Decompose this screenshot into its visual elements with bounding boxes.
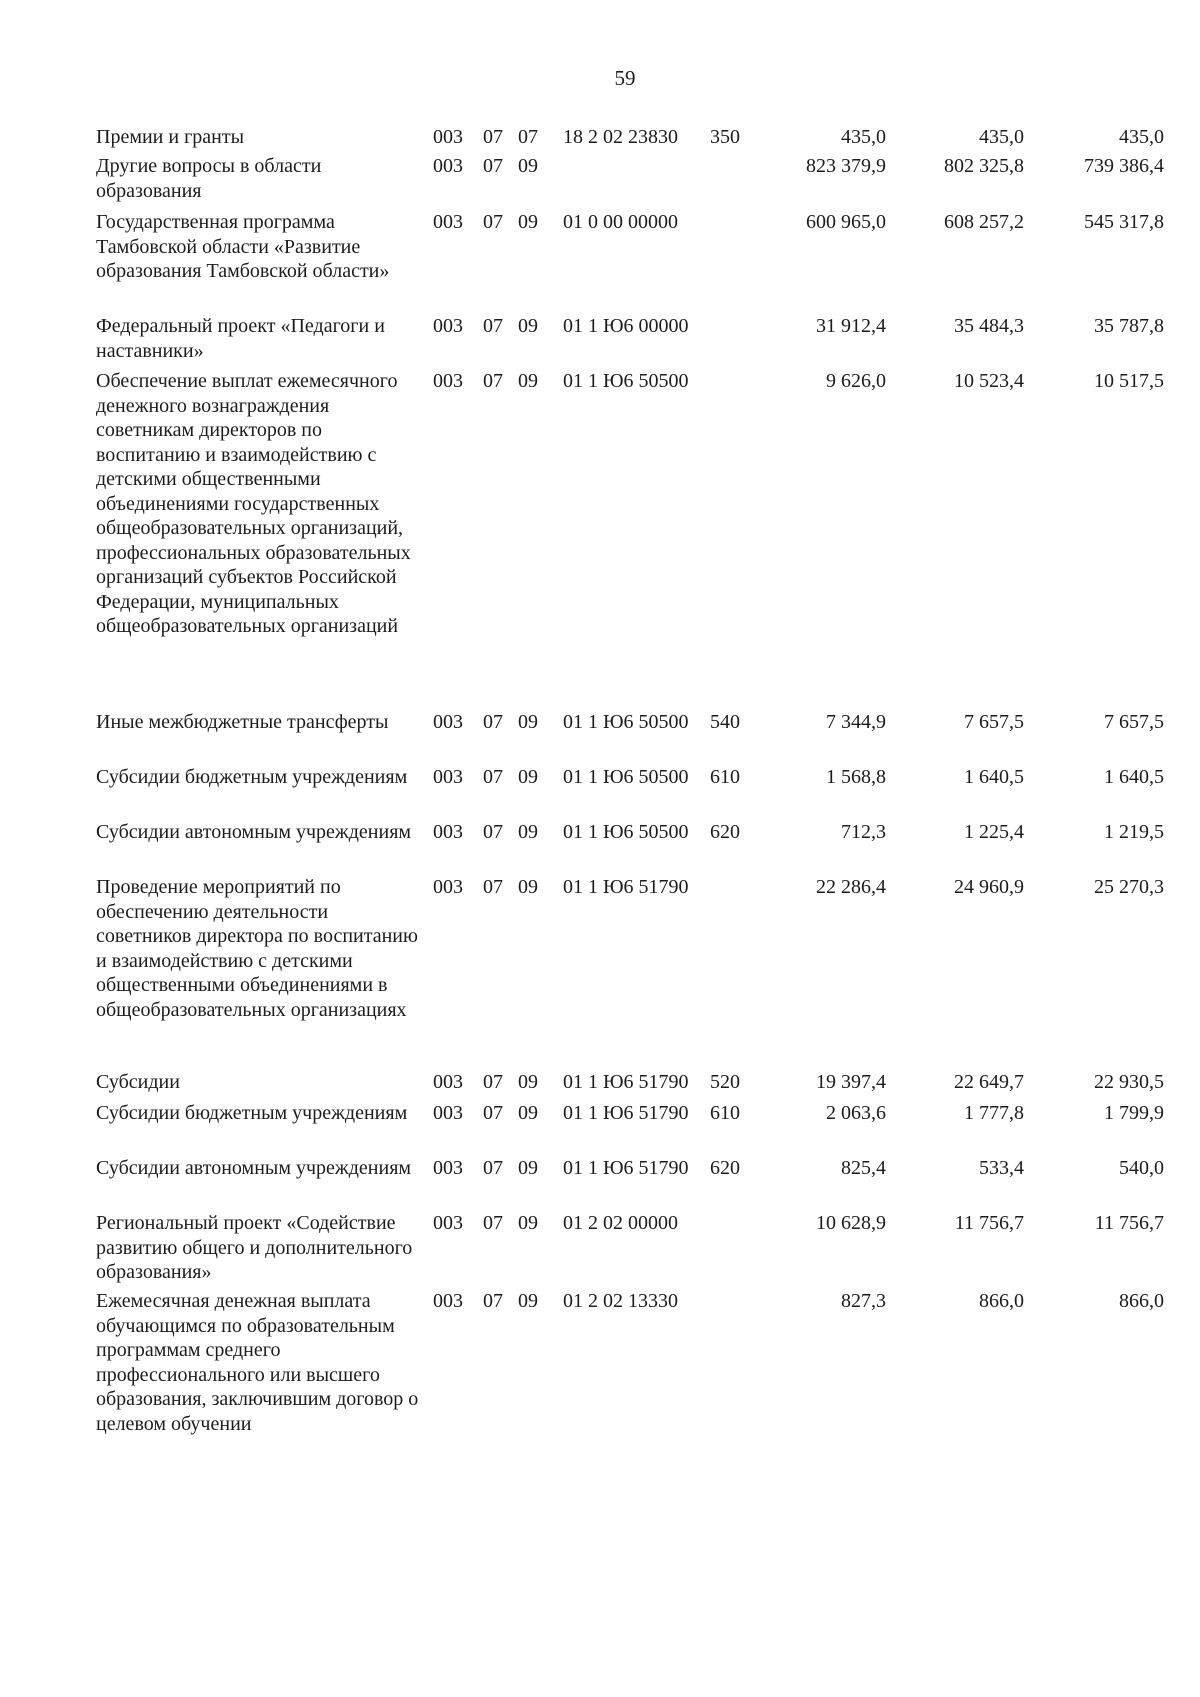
row-name: Обеспечение выплат ежемесячного денежного вознаграждения советникам директоров по воспитанию и взаимодействию с детскими общественными объединениями государственных общеобразовательных организаций, профессиональных образовательных организаций субъектов Российской Федерации, муниципальных общеобразовательных организаций: [96, 370, 411, 637]
ministry-code: 003: [433, 155, 463, 177]
amount-year-2: 11 756,7: [954, 1212, 1024, 1234]
amount-year-2: 802 325,8: [944, 155, 1024, 177]
section-code: 07: [483, 876, 503, 898]
subsection-code: 09: [518, 1290, 538, 1312]
subsection-code: 09: [518, 370, 538, 392]
amount-year-2: 866,0: [979, 1290, 1024, 1312]
target-article-code: 01 1 Ю6 50500: [563, 821, 689, 843]
target-article-code: 18 2 02 23830: [563, 126, 678, 148]
amount-year-2: 608 257,2: [944, 211, 1024, 233]
ministry-code: 003: [433, 711, 463, 733]
target-article-code: 01 1 Ю6 51790: [563, 876, 689, 898]
section-code: 07: [483, 1212, 503, 1234]
subsection-code: 09: [518, 155, 538, 177]
row-name: Субсидии бюджетным учреждениям: [96, 766, 408, 788]
row-name: Субсидии: [96, 1071, 180, 1093]
amount-year-3: 739 386,4: [1084, 155, 1164, 177]
amount-year-2: 1 225,4: [964, 821, 1024, 843]
table-row: [0, 1101, 1200, 1126]
target-article-code: 01 1 Ю6 51790: [563, 1157, 689, 1179]
expense-type-code: 610: [710, 766, 740, 788]
amount-year-3: 1 219,5: [1104, 821, 1164, 843]
table-row: [0, 369, 1200, 639]
amount-year-2: 22 649,7: [954, 1071, 1024, 1093]
amount-year-3: 545 317,8: [1084, 211, 1164, 233]
section-code: 07: [483, 821, 503, 843]
target-article-code: 01 1 Ю6 50500: [563, 766, 689, 788]
amount-year-3: 1 640,5: [1104, 766, 1164, 788]
amount-year-2: 435,0: [979, 126, 1024, 148]
row-name: Иные межбюджетные трансферты: [96, 711, 389, 733]
amount-year-1: 7 344,9: [826, 711, 886, 733]
ministry-code: 003: [433, 211, 463, 233]
amount-year-3: 35 787,8: [1094, 315, 1164, 337]
subsection-code: 07: [518, 126, 538, 148]
ministry-code: 003: [433, 370, 463, 392]
table-row: [0, 154, 1200, 203]
expense-type-code: 350: [710, 126, 740, 148]
target-article-code: 01 1 Ю6 51790: [563, 1071, 689, 1093]
amount-year-1: 31 912,4: [816, 315, 886, 337]
section-code: 07: [483, 766, 503, 788]
amount-year-3: 435,0: [1119, 126, 1164, 148]
section-code: 07: [483, 315, 503, 337]
ministry-code: 003: [433, 1157, 463, 1179]
expense-type-code: 620: [710, 821, 740, 843]
amount-year-3: 866,0: [1119, 1290, 1164, 1312]
ministry-code: 003: [433, 766, 463, 788]
subsection-code: 09: [518, 821, 538, 843]
section-code: 07: [483, 1157, 503, 1179]
section-code: 07: [483, 1071, 503, 1093]
row-name: Проведение мероприятий по обеспечению деятельности советников директора по воспитанию и взаимодействию с детскими общественными объединениями в общеобразовательных организациях: [96, 876, 418, 1021]
target-article-code: 01 1 Ю6 50500: [563, 711, 689, 733]
amount-year-1: 19 397,4: [816, 1071, 886, 1093]
row-name: Субсидии автономным учреждениям: [96, 821, 412, 843]
row-name: Субсидии бюджетным учреждениям: [96, 1102, 408, 1124]
table-row: [0, 1070, 1200, 1095]
amount-year-1: 9 626,0: [826, 370, 886, 392]
amount-year-2: 24 960,9: [954, 876, 1024, 898]
amount-year-2: 1 640,5: [964, 766, 1024, 788]
amount-year-2: 35 484,3: [954, 315, 1024, 337]
target-article-code: 01 2 02 13330: [563, 1290, 678, 1312]
target-article-code: 01 1 Ю6 00000: [563, 315, 689, 337]
section-code: 07: [483, 1290, 503, 1312]
amount-year-1: 827,3: [841, 1290, 886, 1312]
section-code: 07: [483, 126, 503, 148]
table-row: [0, 314, 1200, 363]
amount-year-3: 22 930,5: [1094, 1071, 1164, 1093]
table-row: [0, 125, 1200, 150]
table-row: [0, 1211, 1200, 1285]
target-article-code: 01 1 Ю6 50500: [563, 370, 689, 392]
table-row: [0, 820, 1200, 845]
amount-year-3: 10 517,5: [1094, 370, 1164, 392]
ministry-code: 003: [433, 315, 463, 337]
row-name: Другие вопросы в области образования: [96, 155, 322, 202]
table-row: [0, 710, 1200, 735]
ministry-code: 003: [433, 1071, 463, 1093]
amount-year-1: 1 568,8: [826, 766, 886, 788]
amount-year-1: 2 063,6: [826, 1102, 886, 1124]
amount-year-1: 600 965,0: [806, 211, 886, 233]
table-row: [0, 765, 1200, 790]
expense-type-code: 520: [710, 1071, 740, 1093]
expense-type-code: 540: [710, 711, 740, 733]
amount-year-3: 1 799,9: [1104, 1102, 1164, 1124]
amount-year-1: 435,0: [841, 126, 886, 148]
subsection-code: 09: [518, 1102, 538, 1124]
row-name: Премии и гранты: [96, 126, 245, 148]
table-row: [0, 875, 1200, 1022]
amount-year-1: 22 286,4: [816, 876, 886, 898]
subsection-code: 09: [518, 1212, 538, 1234]
amount-year-3: 11 756,7: [1094, 1212, 1164, 1234]
amount-year-2: 7 657,5: [964, 711, 1024, 733]
subsection-code: 09: [518, 876, 538, 898]
target-article-code: 01 0 00 00000: [563, 211, 678, 233]
subsection-code: 09: [518, 315, 538, 337]
section-code: 07: [483, 370, 503, 392]
ministry-code: 003: [433, 126, 463, 148]
row-name: Региональный проект «Содействие развитию общего и дополнительного образования»: [96, 1212, 413, 1283]
page-number: 59: [614, 66, 636, 90]
amount-year-1: 825,4: [841, 1157, 886, 1179]
ministry-code: 003: [433, 1212, 463, 1234]
table-row: [0, 210, 1200, 284]
ministry-code: 003: [433, 1102, 463, 1124]
ministry-code: 003: [433, 1290, 463, 1312]
subsection-code: 09: [518, 711, 538, 733]
row-name: Субсидии автономным учреждениям: [96, 1157, 412, 1179]
subsection-code: 09: [518, 211, 538, 233]
amount-year-1: 823 379,9: [806, 155, 886, 177]
expense-type-code: 620: [710, 1157, 740, 1179]
section-code: 07: [483, 711, 503, 733]
amount-year-1: 712,3: [841, 821, 886, 843]
subsection-code: 09: [518, 1071, 538, 1093]
section-code: 07: [483, 155, 503, 177]
amount-year-2: 533,4: [979, 1157, 1024, 1179]
target-article-code: 01 2 02 00000: [563, 1212, 678, 1234]
subsection-code: 09: [518, 766, 538, 788]
table-row: [0, 1156, 1200, 1181]
row-name: Государственная программа Тамбовской области «Развитие образования Тамбовской области»: [96, 211, 390, 282]
amount-year-3: 25 270,3: [1094, 876, 1164, 898]
ministry-code: 003: [433, 876, 463, 898]
row-name: Ежемесячная денежная выплата обучающимся по образовательным программам среднего профессионального или высшего образования, заключившим договор о целевом обучении: [96, 1290, 419, 1435]
row-name: Федеральный проект «Педагоги и наставники»: [96, 315, 385, 362]
target-article-code: 01 1 Ю6 51790: [563, 1102, 689, 1124]
section-code: 07: [483, 1102, 503, 1124]
expense-type-code: 610: [710, 1102, 740, 1124]
subsection-code: 09: [518, 1157, 538, 1179]
amount-year-2: 1 777,8: [964, 1102, 1024, 1124]
amount-year-2: 10 523,4: [954, 370, 1024, 392]
amount-year-1: 10 628,9: [816, 1212, 886, 1234]
table-row: [0, 1289, 1200, 1436]
ministry-code: 003: [433, 821, 463, 843]
amount-year-3: 7 657,5: [1104, 711, 1164, 733]
section-code: 07: [483, 211, 503, 233]
amount-year-3: 540,0: [1119, 1157, 1164, 1179]
